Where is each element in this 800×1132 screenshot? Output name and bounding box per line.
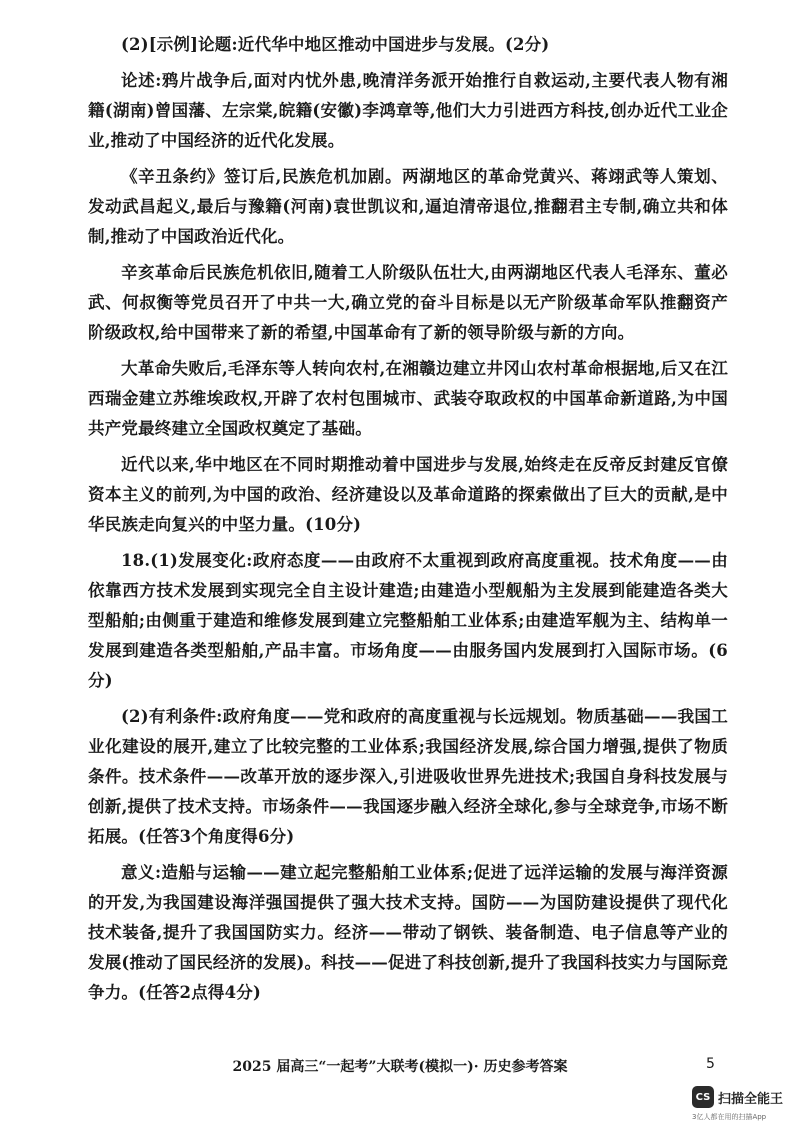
scanner-watermark: [692, 1086, 792, 1126]
paragraph-xinhai-revolution: 辛亥革命后民族危机依旧,随着工人阶级队伍壮大,由两湖地区代表人毛泽东、董必武、何叔衡等党员召开了中共一大,确立党的奋斗目标是以无产阶级革命军队推翻资产阶级政权,给中国带来了新的希望,中国革命有了新的领导阶级与新的方向。: [88, 263, 728, 342]
paragraph-q18-part1: 18.(1)发展变化:政府态度——由政府不太重视到政府高度重视。技术角度——由依靠西方技术发展到实现完全自主设计建造;由建造小型舰船为主发展到能建造各类大型船舶;由侧重于建造和维修发展到建立完整船舶工业体系;由建造军舰为主、结构单一发展到建造各类型船舶,产品丰富。市场角度——由服务国内发展到打入国际市场。(6分): [88, 551, 728, 690]
watermark-app-name: 扫描全能王: [718, 1092, 784, 1107]
watermark-tagline: 3亿人都在用的扫描App: [692, 1113, 767, 1121]
page-footer-title: 2025 届高三“一起考”大联考(模拟一)· 历史参考答案: [232, 1059, 568, 1075]
page-number: 5: [706, 1056, 715, 1072]
camscanner-logo-icon: CS: [692, 1086, 714, 1108]
paragraph-conclusion: 近代以来,华中地区在不同时期推动着中国进步与发展,始终走在反帝反封建反官僚资本主义的前列,为中国的政治、经济建设以及革命道路的探索做出了巨大的贡献,是中华民族走向复兴的中坚力量。(10分): [88, 455, 728, 534]
paragraph-xinchou-treaty: 《辛丑条约》签订后,民族危机加剧。两湖地区的革命党黄兴、蒋翊武等人策划、发动武昌起义,最后与豫籍(河南)袁世凯议和,逼迫清帝退位,推翻君主专制,确立共和体制,推动了中国政治近代化。: [88, 167, 728, 246]
paragraph-argument-intro: 论述:鸦片战争后,面对内忧外患,晚清洋务派开始推行自救运动,主要代表人物有湘籍(湖南)曾国藩、左宗棠,皖籍(安徽)李鸿章等,他们大力引进西方科技,创办近代工业企业,推动了中国经济的近代化发展。: [88, 71, 728, 150]
paragraph-q18-part2-conditions: (2)有利条件:政府角度——党和政府的高度重视与长远规划。物质基础——我国工业化建设的展开,建立了比较完整的工业体系;我国经济发展,综合国力增强,提供了物质条件。技术条件——改革开放的逐步深入,引进吸收世界先进技术;我国自身科技发展与创新,提供了技术支持。市场条件——我国逐步融入经济全球化,参与全球竞争,市场不断拓展。(任答3个角度得6分): [88, 707, 728, 846]
paragraph-thesis: (2)[示例]论题:近代华中地区推动中国进步与发展。(2分): [121, 35, 550, 54]
answer-body: [88, 30, 728, 1014]
paragraph-q18-significance: 意义:造船与运输——建立起完整船舶工业体系;促进了远洋运输的发展与海洋资源的开发,为我国建设海洋强国提供了强大技术支持。国防——为国防建设提供了现代化技术装备,提升了我国国防实力。经济——带动了钢铁、装备制造、电子信息等产业的发展(推动了国民经济的发展)。科技——促进了科技创新,提升了我国科技实力与国际竞争力。(任答2点得4分): [88, 863, 728, 1002]
paragraph-great-revolution: 大革命失败后,毛泽东等人转向农村,在湘赣边建立井冈山农村革命根据地,后又在江西瑞金建立苏维埃政权,开辟了农村包围城市、武装夺取政权的中国革命新道路,为中国共产党最终建立全国政权奠定了基础。: [88, 359, 728, 438]
